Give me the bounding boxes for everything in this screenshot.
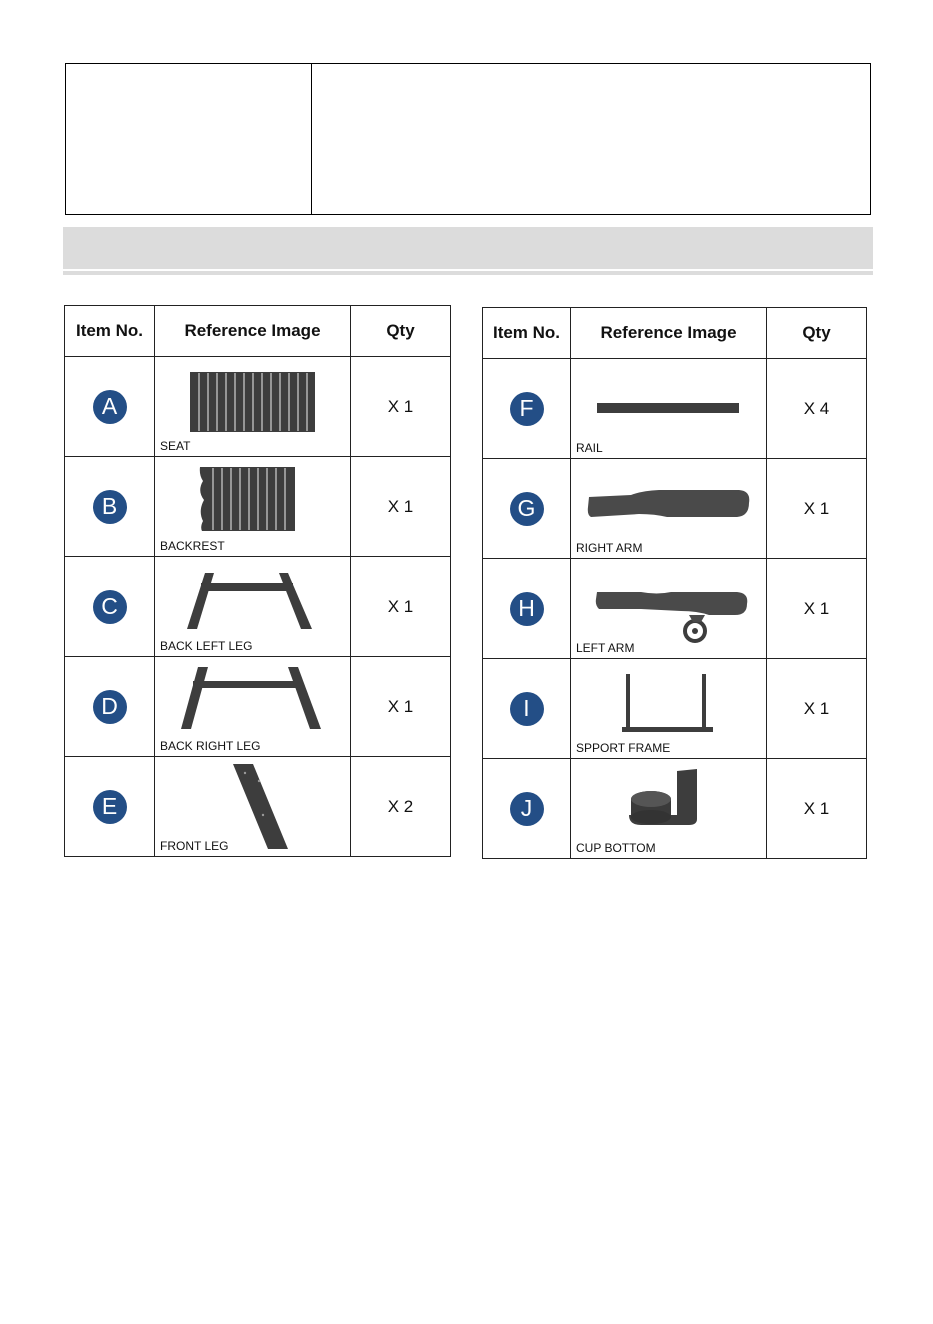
part-label: CUP BOTTOM	[576, 841, 656, 855]
item-badge: E	[93, 790, 127, 824]
part-label: LEFT ARM	[576, 641, 635, 655]
header-reference-image: Reference Image	[571, 308, 767, 359]
part-qty: X 1	[351, 457, 451, 557]
table-row	[483, 359, 867, 459]
part-qty: X 1	[351, 357, 451, 457]
header-item-no: Item No.	[483, 308, 571, 359]
table-row	[483, 759, 867, 859]
table-row	[65, 457, 451, 557]
table-row	[65, 657, 451, 757]
part-label: SPPORT FRAME	[576, 741, 671, 755]
part-qty: X 4	[767, 359, 867, 459]
item-badge: C	[93, 590, 127, 624]
item-badge: D	[93, 690, 127, 724]
header-reference-image: Reference Image	[155, 306, 351, 357]
parts-table-left	[64, 305, 451, 857]
header-box	[65, 63, 871, 215]
table-row	[483, 459, 867, 559]
part-label: BACKREST	[160, 539, 225, 553]
part-qty: X 1	[767, 759, 867, 859]
section-divider	[63, 271, 873, 275]
item-badge: F	[510, 392, 544, 426]
header-qty: Qty	[767, 308, 867, 359]
item-badge: B	[93, 490, 127, 524]
item-badge: I	[510, 692, 544, 726]
item-badge: A	[93, 390, 127, 424]
header-qty: Qty	[351, 306, 451, 357]
part-qty: X 1	[767, 559, 867, 659]
table-row	[483, 559, 867, 659]
table-row	[483, 659, 867, 759]
header-box-left-cell	[66, 64, 312, 214]
part-qty: X 1	[351, 557, 451, 657]
table-row	[65, 757, 451, 857]
table-row	[65, 557, 451, 657]
section-band	[63, 227, 873, 269]
table-header-row	[483, 308, 867, 359]
item-badge: G	[510, 492, 544, 526]
table-header-row	[65, 306, 451, 357]
part-qty: X 1	[767, 459, 867, 559]
part-label: SEAT	[160, 439, 191, 453]
part-qty: X 1	[351, 657, 451, 757]
part-label: BACK RIGHT LEG	[160, 739, 261, 753]
header-box-right-cell	[312, 64, 870, 214]
part-qty: X 1	[767, 659, 867, 759]
part-label: BACK LEFT LEG	[160, 639, 253, 653]
part-label: RIGHT ARM	[576, 541, 643, 555]
header-item-no: Item No.	[65, 306, 155, 357]
item-badge: J	[510, 792, 544, 826]
part-label: RAIL	[576, 441, 603, 455]
table-row	[65, 357, 451, 457]
parts-table-right	[482, 307, 867, 859]
part-label: FRONT LEG	[160, 839, 229, 853]
item-badge: H	[510, 592, 544, 626]
part-qty: X 2	[351, 757, 451, 857]
